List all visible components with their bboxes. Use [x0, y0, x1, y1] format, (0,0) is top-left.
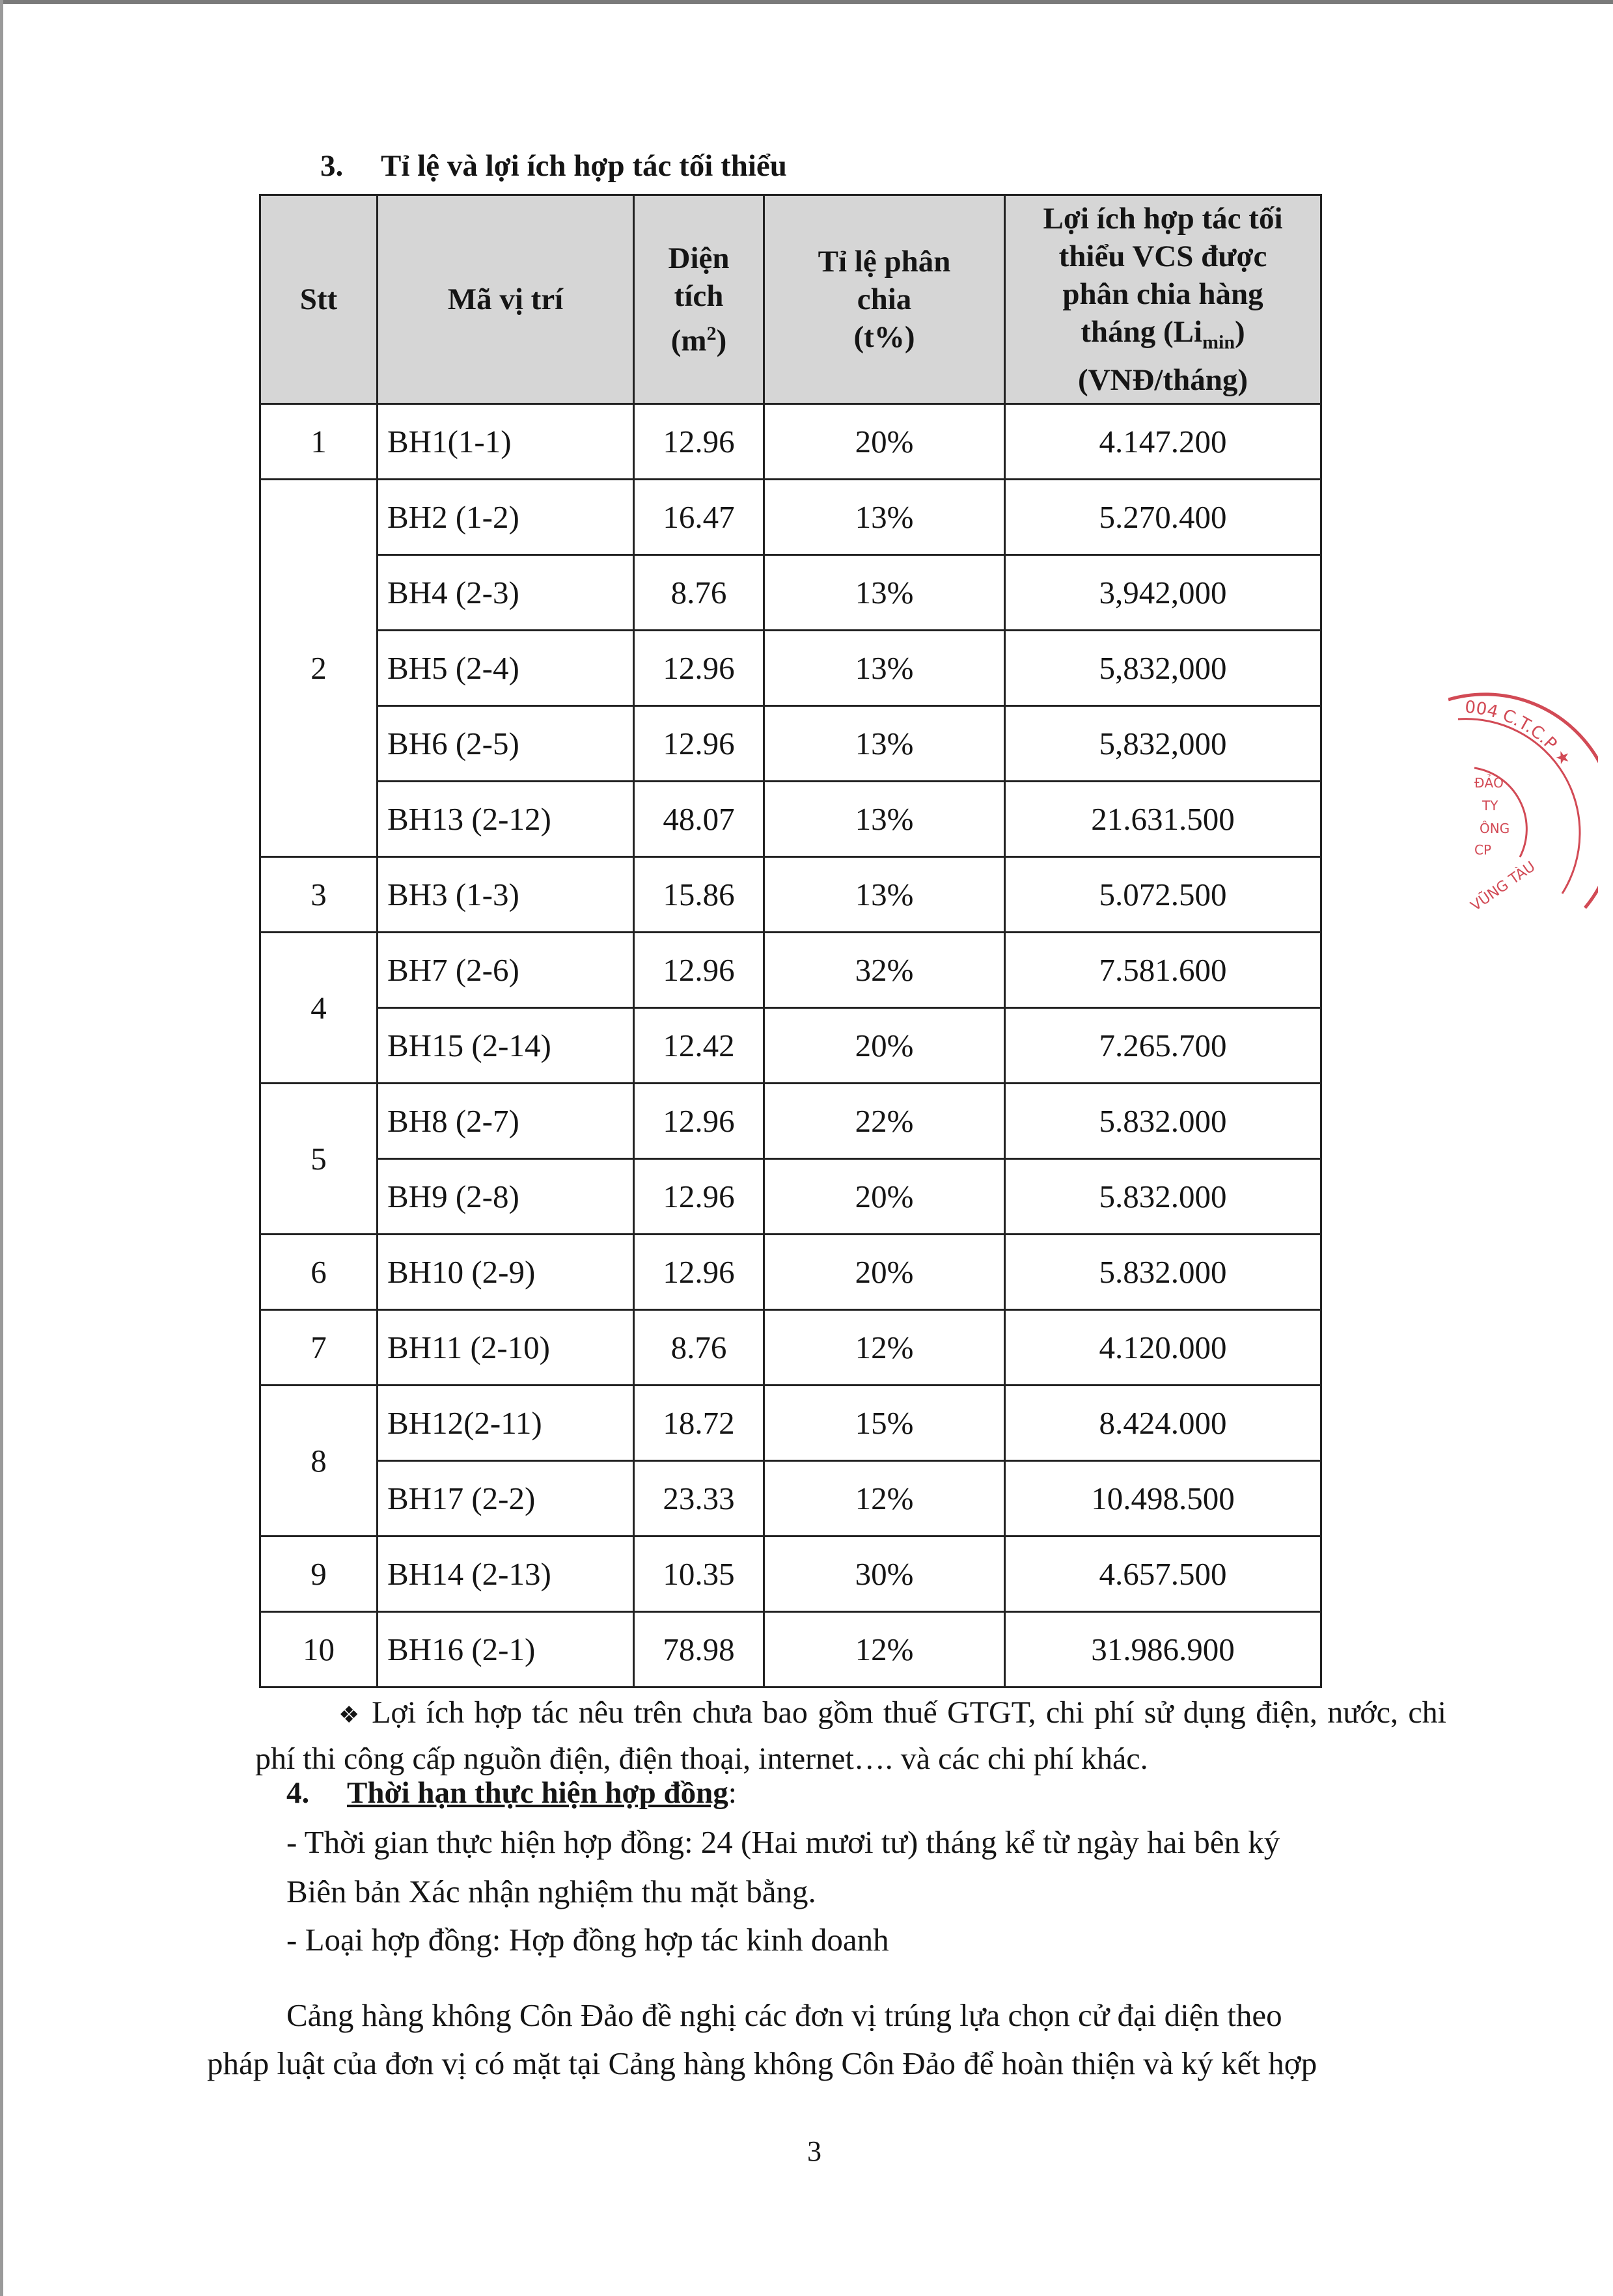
table-row: [260, 1235, 1321, 1310]
header-stt: Stt: [260, 195, 378, 404]
cell-area: 12.42: [634, 1008, 764, 1084]
table-row: [260, 1008, 1321, 1084]
cell-stt: 8: [260, 1386, 378, 1537]
cell-ratio: 20%: [764, 1008, 1005, 1084]
header-area: Diện tích $(m^2)$: [634, 195, 764, 404]
cell-area: 8.76: [634, 1310, 764, 1386]
cell-benefit: 10.498.500: [1005, 1461, 1321, 1537]
cell-ratio: 13%: [764, 555, 1005, 631]
cell-ratio: 12%: [764, 1612, 1005, 1688]
cell-area: 12.96: [634, 404, 764, 480]
scan-left-border: [0, 0, 3, 2296]
cell-ratio: 22%: [764, 1084, 1005, 1159]
stamp-inner-text-2: TY: [1482, 798, 1498, 813]
section-3-number: 3.: [320, 149, 344, 183]
table-row: [260, 782, 1321, 857]
cell-ratio: 20%: [764, 1159, 1005, 1235]
cell-benefit: 5,832,000: [1005, 706, 1321, 782]
stamp-bottom-text: VŨNG TÀU: [1468, 858, 1539, 915]
cell-area: 23.33: [634, 1461, 764, 1537]
cell-benefit: 5,832,000: [1005, 631, 1321, 706]
cell-ratio: 30%: [764, 1537, 1005, 1612]
cell-area: 78.98: [634, 1612, 764, 1688]
cell-benefit: 8.424.000: [1005, 1386, 1321, 1461]
cell-code: BH5 (2-4): [378, 631, 634, 706]
cell-area: 12.96: [634, 933, 764, 1008]
cell-benefit: 21.631.500: [1005, 782, 1321, 857]
cell-area: 16.47: [634, 480, 764, 555]
header-min-benefit: Lợi ích hợp tác tối thiểu VCS được phân chia hàng tháng $(Li_{min})$ (VNĐ/tháng): [1005, 195, 1321, 404]
table-row: [260, 1612, 1321, 1688]
cell-ratio: 13%: [764, 857, 1005, 933]
cell-area: 12.96: [634, 706, 764, 782]
cell-ratio: 32%: [764, 933, 1005, 1008]
cell-code: BH14 (2-13): [378, 1537, 634, 1612]
cell-area: 12.96: [634, 631, 764, 706]
cell-stt: 4: [260, 933, 378, 1084]
table-row: [260, 480, 1321, 555]
closing-paragraph-line-1: Cảng hàng không Côn Đảo đề nghị các đơn vị trúng lựa chọn cử đại diện theo: [286, 1997, 1282, 2033]
cell-ratio: 12%: [764, 1310, 1005, 1386]
contract-duration-line: - Thời gian thực hiện hợp đồng: 24 (Hai mươi tư) tháng kể từ ngày hai bên ký: [286, 1824, 1280, 1860]
table-row: [260, 555, 1321, 631]
cell-stt: 3: [260, 857, 378, 933]
cell-stt: 1: [260, 404, 378, 480]
cell-area: 18.72: [634, 1386, 764, 1461]
contract-type-line: - Loại hợp đồng: Hợp đồng hợp tác kinh doanh: [286, 1922, 889, 1958]
contract-duration-line-2: Biên bản Xác nhận nghiệm thu mặt bằng.: [286, 1874, 816, 1909]
table-header-row: [260, 195, 1321, 404]
cell-benefit: 7.581.600: [1005, 933, 1321, 1008]
section-4-number: 4.: [286, 1776, 310, 1810]
section-3-heading: [320, 148, 787, 184]
cell-benefit: 5.832.000: [1005, 1084, 1321, 1159]
cell-stt: 6: [260, 1235, 378, 1310]
cell-benefit: 5.832.000: [1005, 1235, 1321, 1310]
vat-note: [255, 1691, 1446, 1781]
table-row: [260, 1310, 1321, 1386]
cell-benefit: 31.986.900: [1005, 1612, 1321, 1688]
cell-code: BH4 (2-3): [378, 555, 634, 631]
cell-ratio: 15%: [764, 1386, 1005, 1461]
cell-code: BH3 (1-3): [378, 857, 634, 933]
cell-ratio: 12%: [764, 1461, 1005, 1537]
cell-ratio: 13%: [764, 631, 1005, 706]
cell-ratio: 13%: [764, 706, 1005, 782]
cell-benefit: 5.832.000: [1005, 1159, 1321, 1235]
cell-code: BH13 (2-12): [378, 782, 634, 857]
table-row: [260, 706, 1321, 782]
section-3-title: Tỉ lệ và lợi ích hợp tác tối thiểu: [381, 149, 787, 183]
table-row: [260, 857, 1321, 933]
table-row: [260, 1386, 1321, 1461]
page-number: 3: [807, 2135, 821, 2167]
table-row: [260, 1461, 1321, 1537]
cell-code: BH11 (2-10): [378, 1310, 634, 1386]
cell-benefit: 4.147.200: [1005, 404, 1321, 480]
section-4-title: Thời hạn thực hiện hợp đồng: [347, 1776, 728, 1810]
note-text: Lợi ích hợp tác nêu trên chưa bao gồm thuế GTGT, chi phí sử dụng điện, nước, chi phí thi công cấp nguồn điện, điện thoại, internet…. và các chi phí khác.: [255, 1695, 1447, 1776]
cell-code: BH12(2-11): [378, 1386, 634, 1461]
cell-area: 12.96: [634, 1084, 764, 1159]
cell-code: BH10 (2-9): [378, 1235, 634, 1310]
cell-stt: 7: [260, 1310, 378, 1386]
cell-code: BH9 (2-8): [378, 1159, 634, 1235]
table-row: [260, 631, 1321, 706]
cell-benefit: 4.120.000: [1005, 1310, 1321, 1386]
cell-benefit: 4.657.500: [1005, 1537, 1321, 1612]
company-seal-stamp: [1448, 687, 1598, 947]
cooperation-ratio-table: [259, 194, 1322, 1688]
cell-stt: 2: [260, 480, 378, 857]
table-row: [260, 1084, 1321, 1159]
cell-ratio: 20%: [764, 404, 1005, 480]
table-row: [260, 1159, 1321, 1235]
note-bullet-icon: ❖: [338, 1702, 362, 1728]
cell-ratio: 13%: [764, 782, 1005, 857]
cell-code: BH8 (2-7): [378, 1084, 634, 1159]
cell-code: BH2 (1-2): [378, 480, 634, 555]
cell-ratio: 13%: [764, 480, 1005, 555]
cell-code: BH16 (2-1): [378, 1612, 634, 1688]
cell-stt: 9: [260, 1537, 378, 1612]
cell-area: 15.86: [634, 857, 764, 933]
cell-stt: 10: [260, 1612, 378, 1688]
cell-area: 12.96: [634, 1159, 764, 1235]
cell-code: BH6 (2-5): [378, 706, 634, 782]
stamp-inner-text-4: CP: [1474, 842, 1492, 858]
header-location-code: Mã vị trí: [378, 195, 634, 404]
cell-benefit: 5.072.500: [1005, 857, 1321, 933]
stamp-arc-text: 004 C.T.C.P ★: [1464, 697, 1575, 770]
stamp-inner-text-3: ÔNG: [1480, 821, 1510, 836]
scan-top-border: [0, 0, 1613, 4]
cell-area: 12.96: [634, 1235, 764, 1310]
cell-code: BH7 (2-6): [378, 933, 634, 1008]
svg-text:004 C.T.C.P ★: [1464, 698, 1575, 770]
cell-benefit: 5.270.400: [1005, 480, 1321, 555]
cell-code: BH15 (2-14): [378, 1008, 634, 1084]
cell-benefit: 3,942,000: [1005, 555, 1321, 631]
cell-ratio: 20%: [764, 1235, 1005, 1310]
closing-paragraph-line-2: pháp luật của đơn vị có mặt tại Cảng hàng không Côn Đảo để hoàn thiện và ký kết hợp: [207, 2045, 1317, 2081]
cell-area: 10.35: [634, 1537, 764, 1612]
table-row: [260, 404, 1321, 480]
cell-area: 8.76: [634, 555, 764, 631]
stamp-inner-text-1: ĐẢO: [1474, 775, 1504, 791]
table-row: [260, 933, 1321, 1008]
section-4-heading: 4. Thời hạn thực hiện hợp đồng:: [286, 1776, 737, 1810]
cell-code: BH17 (2-2): [378, 1461, 634, 1537]
cell-benefit: 7.265.700: [1005, 1008, 1321, 1084]
cell-code: BH1(1-1): [378, 404, 634, 480]
header-share-ratio: Tỉ lệ phân chia (t%): [764, 195, 1005, 404]
cell-stt: 5: [260, 1084, 378, 1235]
cell-area: 48.07: [634, 782, 764, 857]
table-row: [260, 1537, 1321, 1612]
